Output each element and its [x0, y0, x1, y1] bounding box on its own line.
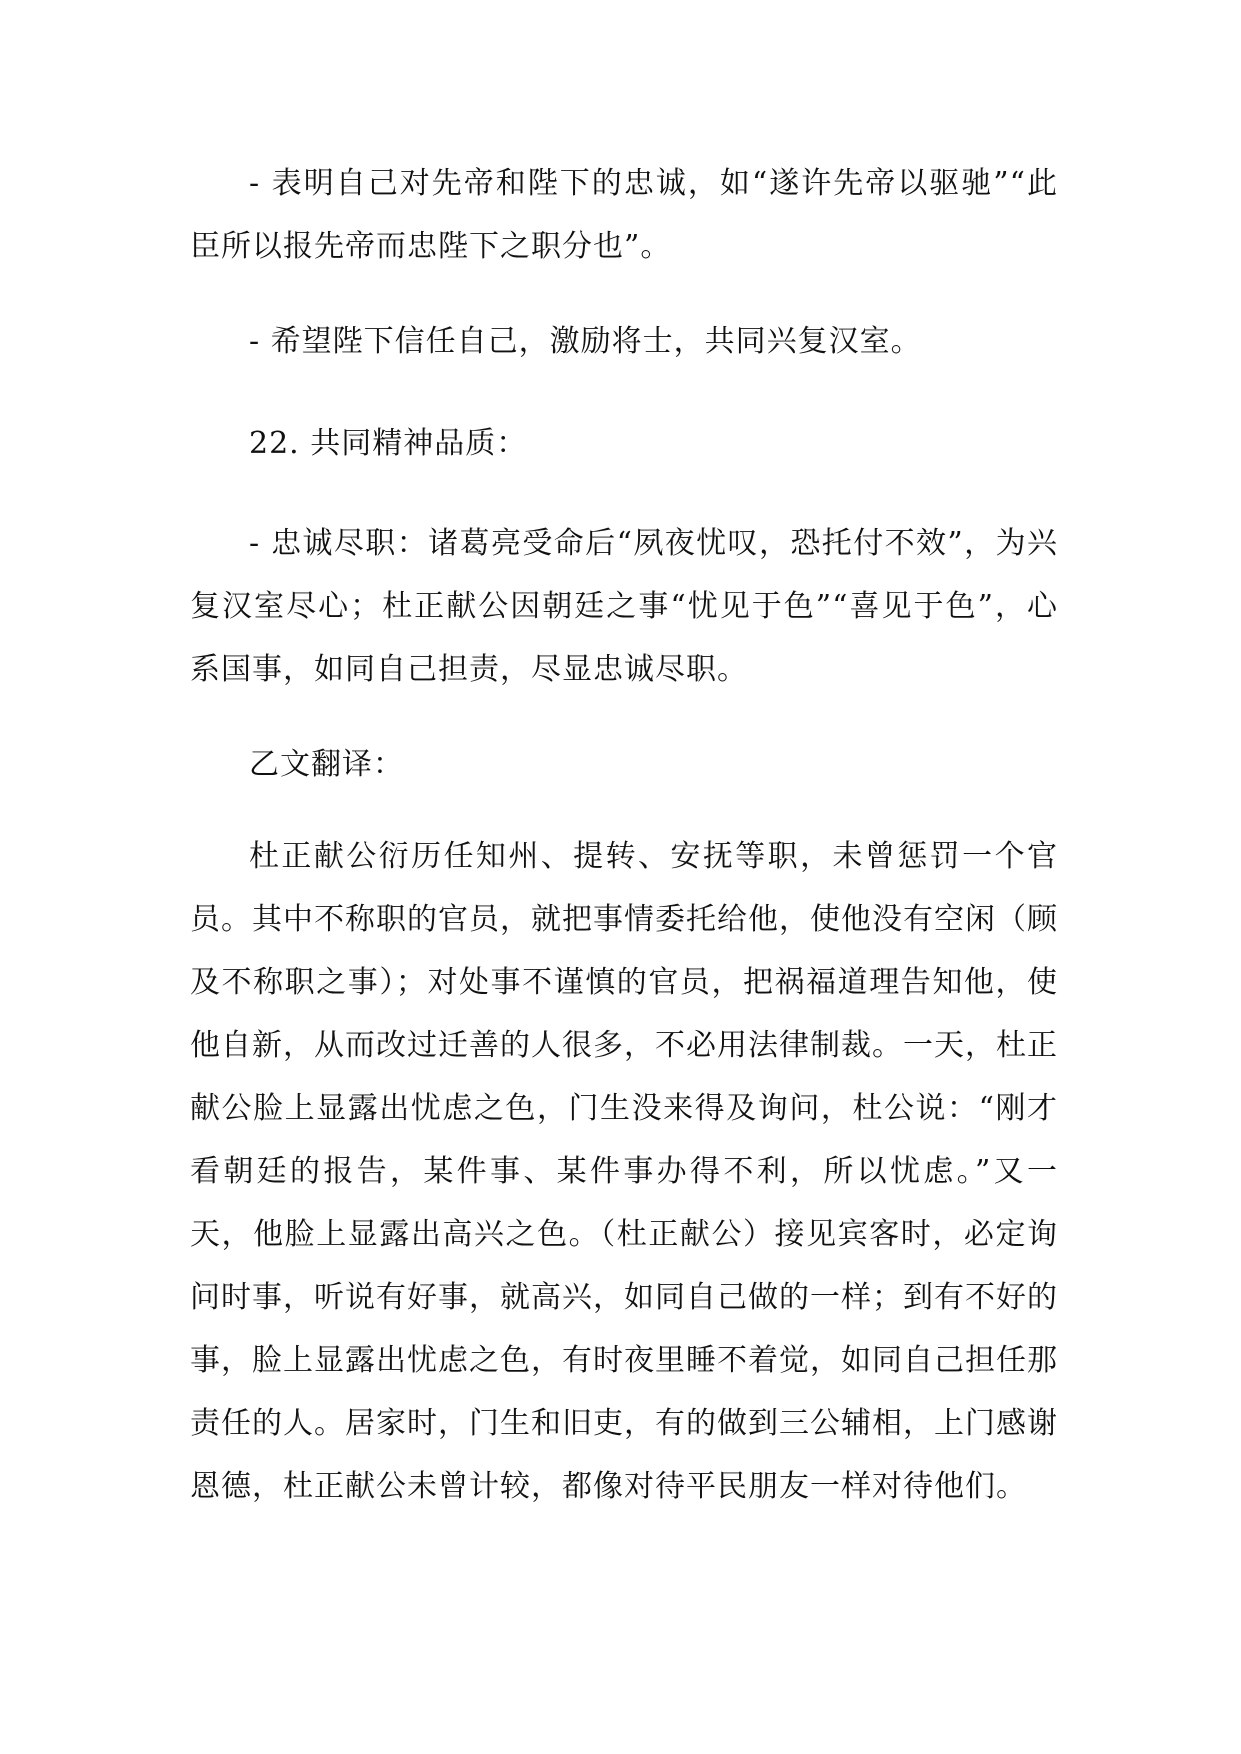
paragraph-loyalty-statement: - 表明自己对先帝和陛下的忠诚，如“遂许先帝以驱驰”“此臣所以报先帝而忠陛下之职分也”。: [190, 166, 1058, 264]
section-heading-translation: 乙文翻译：: [249, 747, 404, 782]
paragraph-translation-body: 杜正献公衍历任知州、提转、安抚等职，未曾惩罚一个官员。其中不称职的官员，就把事情委托给他，使他没有空闲（顾及不称职之事）；对处事不谨慎的官员，把祸福道理告知他，使他自新，从而改过迁善的人很多，不必用法律制裁。一天，杜正献公脸上显露出忧虑之色，门生没来得及询问，杜公说：“刚才看朝廷的报告，某件事、某件事办得不利，所以忧虑。”又一天，他脸上显露出高兴之色。（杜正献公）接见宾客时，必定询问时事，听说有好事，就高兴，如同自己做的一样；到有不好的事，脸上显露出忧虑之色，有时夜里睡不着觉，如同自己担任那责任的人。居家时，门生和旧吏，有的做到三公辅相，上门感谢恩德，杜正献公未曾计较，都像对待平民朋友一样对待他们。: [190, 839, 1058, 1504]
paragraph-question-22: 22. 共同精神品质：: [249, 426, 528, 461]
paragraph-loyal-duty: - 忠诚尽职：诸葛亮受命后“夙夜忧叹，恐托付不效”，为兴复汉室尽心；杜正献公因朝廷之事“忧见于色”“喜见于色”，心系国事，如同自己担责，尽显忠诚尽职。: [190, 526, 1058, 687]
paragraph-hope-trust: - 希望陛下信任自己，激励将士，共同兴复汉室。: [249, 324, 922, 359]
